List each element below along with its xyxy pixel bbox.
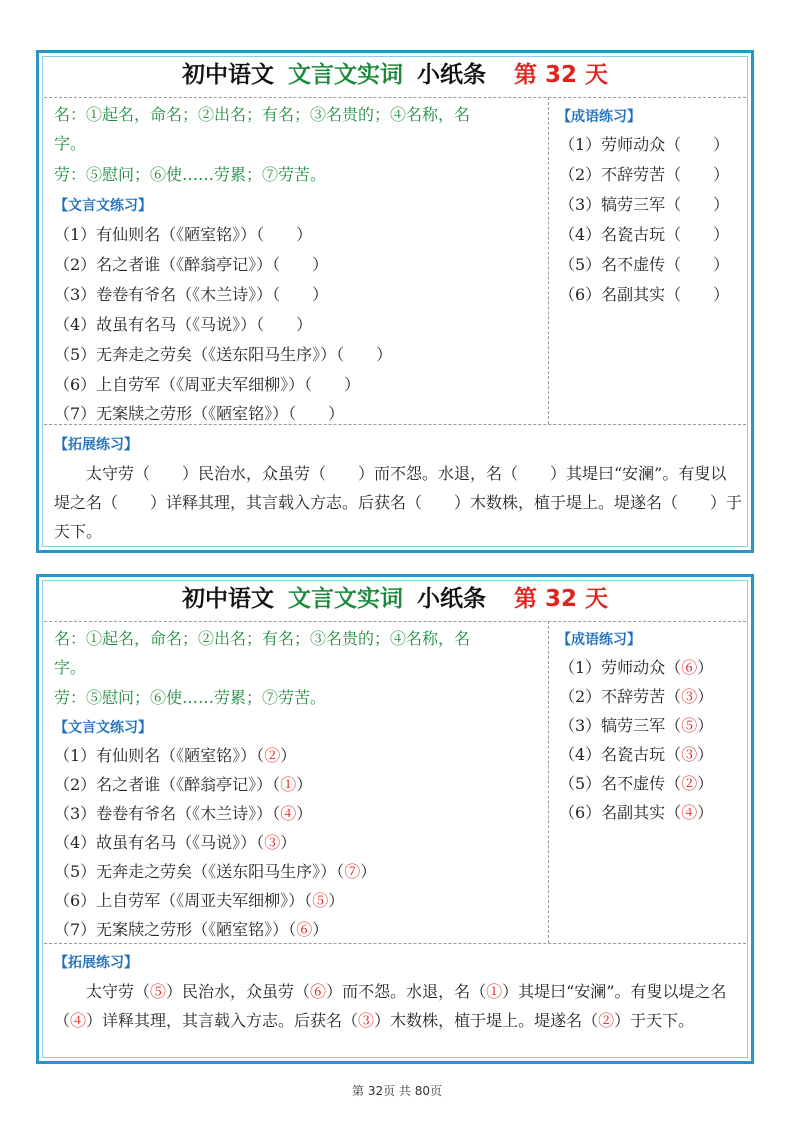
title-type: 小纸条	[416, 586, 486, 612]
classical-answer-item: （7）无案牍之劳形（《陋室铭》）（⑥）	[54, 920, 329, 939]
classical-item: （7）无案牍之劳形（《陋室铭》）（ ）	[54, 404, 345, 423]
classical-answer-item: （6）上自劳军（《周亚夫军细柳》）（⑤）	[54, 891, 345, 910]
definition-lao: 劳：⑤慰问；⑥使……劳累；⑦劳苦。	[54, 165, 327, 184]
title-type: 小纸条	[416, 62, 486, 88]
title-subject: 初中语文	[181, 62, 274, 88]
section-extension: 【拓展练习】	[54, 955, 138, 971]
idiom-item: （5）名不虚传（ ）	[559, 255, 730, 274]
answer-mark: ③	[681, 745, 698, 764]
classical-answer-item: （1）有仙则名（《陋室铭》）（②）	[54, 746, 297, 765]
definition-lao: 劳：⑤慰问；⑥使……劳累；⑦劳苦。	[54, 688, 327, 707]
answer-mark: ⑤	[150, 982, 167, 1001]
answer-mark: ④	[280, 804, 297, 823]
answer-mark: ④	[681, 803, 698, 822]
classical-answer-item: （3）卷卷有爷名（《木兰诗》）（④）	[54, 804, 313, 823]
idiom-answer-item: （6）名副其实（④）	[559, 803, 714, 822]
answer-mark: ⑦	[344, 862, 361, 881]
classical-item: （6）上自劳军（《周亚夫军细柳》）（ ）	[54, 375, 361, 394]
divider-column	[548, 621, 549, 943]
answer-mark: ③	[358, 1011, 375, 1030]
answer-mark: ⑥	[310, 982, 327, 1001]
definition-ming: 名：①起名，命名；②出名；有名；③名贵的；④名称，名	[54, 629, 471, 648]
idiom-answer-item: （4）名瓷古玩（③）	[559, 745, 714, 764]
idiom-answer-item: （2）不辞劳苦（③）	[559, 687, 714, 706]
idiom-item: （1）劳师动众（ ）	[559, 135, 730, 154]
classical-item: （1）有仙则名（《陋室铭》）（ ）	[54, 225, 313, 244]
divider-title	[44, 97, 746, 98]
answer-mark: ③	[264, 833, 281, 852]
section-classical: 【文言文练习】	[54, 198, 152, 214]
section-extension: 【拓展练习】	[54, 437, 138, 453]
idiom-answer-item: （3）犒劳三军（⑤）	[559, 716, 714, 735]
answer-mark: ⑥	[296, 920, 313, 939]
card-title	[39, 581, 751, 617]
card-title	[39, 57, 751, 93]
idiom-answer-item: （5）名不虚传（②）	[559, 774, 714, 793]
idiom-item: （6）名副其实（ ）	[559, 285, 730, 304]
divider-extension	[44, 424, 746, 425]
classical-answer-item: （2）名之者谁（《醉翁亭记》）（①）	[54, 775, 313, 794]
answer-mark: ②	[681, 774, 698, 793]
divider-extension	[44, 943, 746, 944]
title-topic: 文言文实词	[287, 586, 403, 612]
title-subject: 初中语文	[181, 586, 274, 612]
worksheet-card-answers	[36, 574, 754, 1064]
divider-title	[44, 621, 746, 622]
title-topic: 文言文实词	[287, 62, 403, 88]
classical-item: （2）名之者谁（《醉翁亭记》）（ ）	[54, 255, 329, 274]
answer-mark: ④	[70, 1011, 87, 1030]
classical-answer-item: （5）无奔走之劳矣（《送东阳马生序》）（⑦）	[54, 862, 377, 881]
title-day: 第 32 天	[513, 62, 609, 88]
answer-mark: ①	[280, 775, 297, 794]
definition-ming-cont: 字。	[54, 658, 87, 677]
answer-mark: ②	[264, 746, 281, 765]
answer-mark: ⑤	[681, 716, 698, 735]
classical-item: （4）故虽有名马（《马说》）（ ）	[54, 315, 313, 334]
title-day: 第 32 天	[513, 586, 609, 612]
answer-mark: ③	[681, 687, 698, 706]
classical-item: （5）无奔走之劳矣（《送东阳马生序》）（ ）	[54, 345, 393, 364]
answer-mark: ⑥	[681, 658, 698, 677]
definition-ming-cont: 字。	[54, 134, 87, 153]
classical-item: （3）卷卷有爷名（《木兰诗》）（ ）	[54, 285, 329, 304]
extension-paragraph: 太守劳（ ）民治水，众虽劳（ ）而不怨。水退，名（ ）其堤曰“安澜”。有叟以堤之名（ ）详释其理，其言载入方志。后获名（ ）木数株，植于堤上。堤遂名（ ）于天下。	[54, 464, 743, 541]
idiom-item: （3）犒劳三军（ ）	[559, 195, 730, 214]
idiom-answer-item: （1）劳师动众（⑥）	[559, 658, 714, 677]
answer-mark: ①	[486, 982, 503, 1001]
worksheet-card-blank	[36, 50, 754, 553]
classical-answer-item: （4）故虽有名马（《马说》）（③）	[54, 833, 297, 852]
answer-mark: ②	[598, 1011, 615, 1030]
section-classical: 【文言文练习】	[54, 720, 152, 736]
idiom-item: （2）不辞劳苦（ ）	[559, 165, 730, 184]
page-number: 第 32页 共 80页	[352, 1084, 442, 1098]
section-idiom: 【成语练习】	[557, 109, 641, 125]
section-idiom: 【成语练习】	[557, 632, 641, 648]
answer-mark: ⑤	[312, 891, 329, 910]
idiom-item: （4）名瓷古玩（ ）	[559, 225, 730, 244]
definition-ming: 名：①起名，命名；②出名；有名；③名贵的；④名称，名	[54, 105, 471, 124]
divider-column	[548, 97, 549, 424]
extension-paragraph-answers: 太守劳（⑤）民治水，众虽劳（⑥）而不怨。水退，名（①）其堤曰“安澜”。有叟以堤之名（④）详释其理，其言载入方志。后获名（③）木数株，植于堤上。堤遂名（②）于天下。	[54, 982, 727, 1030]
